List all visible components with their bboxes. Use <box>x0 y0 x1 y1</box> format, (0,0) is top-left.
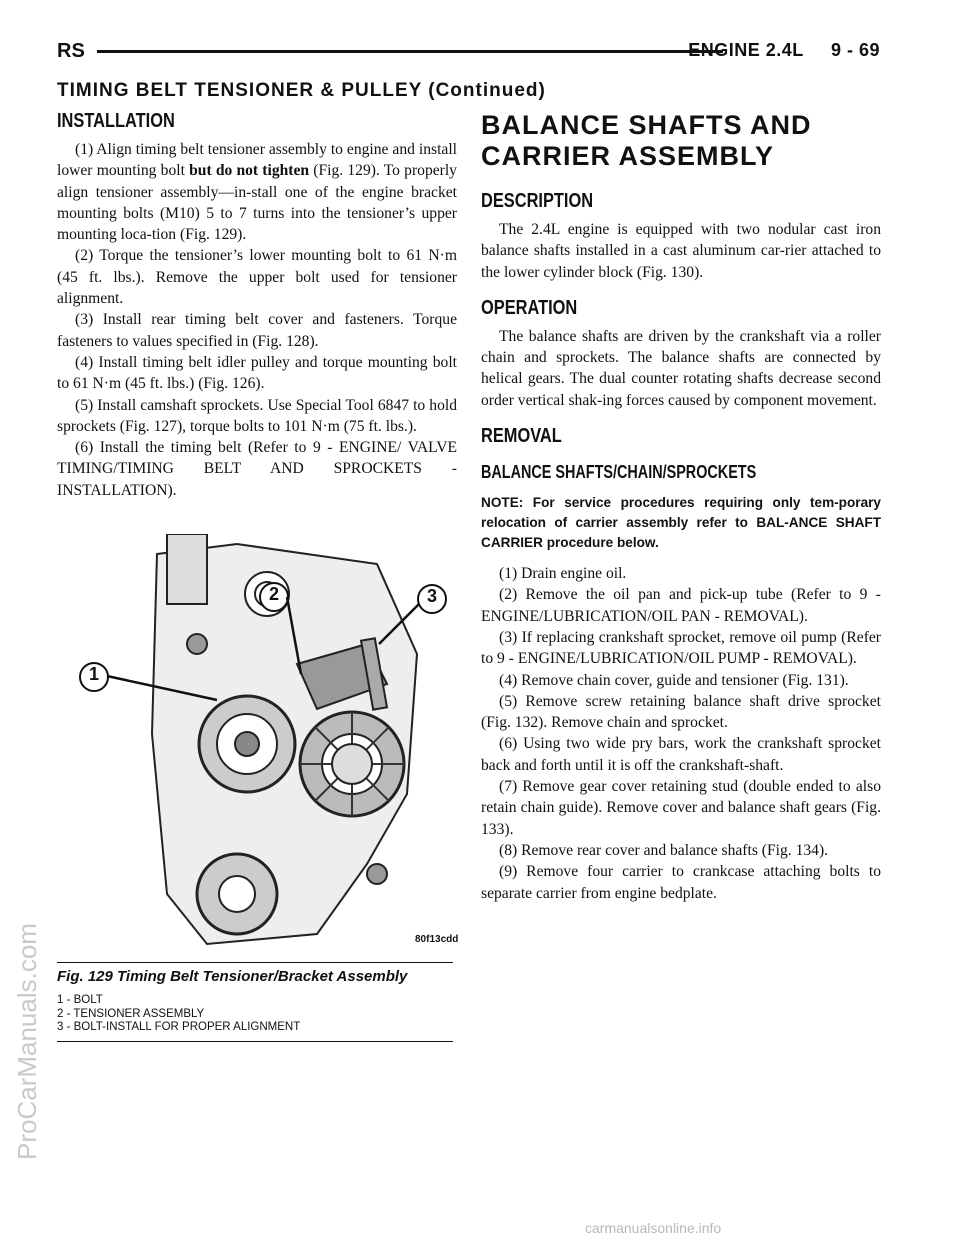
legend-item: 1 - BOLT <box>57 994 103 1006</box>
figure-legend <box>57 994 453 1035</box>
footer-watermark: carmanualsonline.info <box>585 1220 722 1236</box>
header-rule <box>97 50 723 53</box>
removal-step: (4) Remove chain cover, guide and tensioner (Fig. 131). <box>499 671 849 689</box>
step-3: (3) Install rear timing belt cover and fasteners. Torque fasteners to values specified in (Fig. 128). <box>57 311 457 350</box>
step-6: (6) Install the timing belt (Refer to 9 - ENGINE/ VALVE TIMING/TIMING BELT AND SPROCKETS - INSTALLATION). <box>57 439 457 499</box>
legend-rule <box>57 1041 453 1042</box>
installation-heading: INSTALLATION <box>57 110 175 132</box>
header-right: ENGINE 2.4L 9 - 69 <box>688 40 880 60</box>
removal-step: (3) If replacing crankshaft sprocket, remove oil pump (Refer to 9 - ENGINE/LUBRICATION/OIL PUMP - REMOVAL). <box>481 628 881 668</box>
legend-item: 2 - TENSIONER ASSEMBLY <box>57 1007 205 1020</box>
operation-heading: OPERATION <box>481 296 578 319</box>
service-note: NOTE: For service procedures requiring only tem-porary relocation of carrier assembly refer to BAL-ANCE SHAFT CARRIER procedure below. <box>481 495 881 551</box>
step-1 <box>57 139 457 245</box>
page-header <box>57 40 880 70</box>
header-left: RS <box>57 40 85 62</box>
caption-rule <box>57 962 453 963</box>
removal-step: (9) Remove four carrier to crankcase attaching bolts to separate carrier from engine bedplate. <box>481 863 881 902</box>
figure-caption: Fig. 129 Timing Belt Tensioner/Bracket Assembly <box>57 968 408 985</box>
step-1-bold: but do not tighten <box>189 162 310 180</box>
removal-step: (1) Drain engine oil. <box>499 565 627 583</box>
legend-item: 3 - BOLT-INSTALL FOR PROPER ALIGNMENT <box>57 1021 301 1033</box>
removal-step: (6) Using two wide pry bars, work the crankshaft sprocket back and forth until it is off the crankshaft-shaft. <box>481 735 881 774</box>
removal-step: (2) Remove the oil pan and pick-up tube (Refer to 9 - ENGINE/LUBRICATION/OIL PAN - REMOVAL). <box>481 586 881 625</box>
step-2: (2) Torque the tensioner’s lower mounting bolt to 61 N·m (45 ft. lbs.). Remove the upper bolt used for tensioner alignment. <box>57 247 457 308</box>
operation-text: The balance shafts are driven by the crankshaft via a roller chain and sprockets. The balance shafts are connected by helical gears. The dual counter rotating shafts decrease second order vertical shak-ing forces caused by component movement. <box>481 327 881 409</box>
step-1-text: (1) Align timing belt tensioner assembly to engine and install lower mounting bolt <box>57 141 457 180</box>
removal-step: (5) Remove screw retaining balance shaft drive sprocket (Fig. 132). Remove chain and sprocket. <box>481 692 881 732</box>
balance-shafts-subheading: BALANCE SHAFTS/CHAIN/SPROCKETS <box>481 462 757 483</box>
figure-129 <box>57 524 457 1044</box>
description-text: The 2.4L engine is equipped with two nodular cast iron balance shafts installed in a cast aluminum car-rier attached to the lower cylinder block (Fig. 130). <box>481 221 881 281</box>
callout-3: 3 <box>417 584 447 614</box>
removal-step: (7) Remove gear cover retaining stud (double ended to also retain chain guide). Remove cover and balance shaft gears (Fig. 133). <box>481 778 881 838</box>
side-watermark: ProCarManuals.com <box>12 923 42 1160</box>
left-column <box>57 110 457 501</box>
description-heading: DESCRIPTION <box>481 190 594 212</box>
callout-1: 1 <box>79 662 109 692</box>
step-5: (5) Install camshaft sprockets. Use Special Tool 6847 to hold sprockets (Fig. 127), torque bolts to 101 N·m (75 ft. lbs.). <box>57 396 457 435</box>
section-title: BALANCE SHAFTS AND CARRIER ASSEMBLY <box>481 110 812 171</box>
removal-step: (8) Remove rear cover and balance shafts (Fig. 134). <box>499 841 829 859</box>
step-4: (4) Install timing belt idler pulley and torque mounting bolt to 61 N·m (45 ft. lbs.) (Fig. 126). <box>57 353 457 393</box>
continued-title: TIMING BELT TENSIONER & PULLEY (Continued) <box>57 80 546 101</box>
callout-2: 2 <box>259 582 289 612</box>
step-1-text-cont: (Fig. 129). To properly align tensioner assembly—in-stall one of the engine bracket mounting bolts (M10) 5 to 7 turns into the tensioner’s upper mounting loca-tion (Fig. 129). <box>57 162 457 244</box>
removal-heading: REMOVAL <box>481 425 562 448</box>
figure-code: 80f13cdd <box>415 934 459 945</box>
right-column <box>481 110 881 904</box>
